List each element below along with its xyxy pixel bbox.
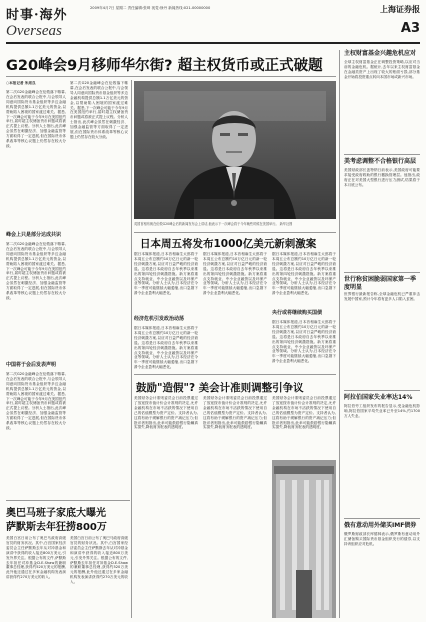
masthead-left — [6, 4, 68, 39]
right-body-1: 全球主权财富基金正在调整投资策略,以应对当前的金融危机。据统计,去年以来主权财富基金在金融类资产上出现了较大的账面亏损,部分基金开始将投资重点转向本国市场或新兴市场。 — [344, 60, 420, 79]
masthead-info: 2009年4月7日 星期二 责任编辑:张琦 视觉:徐丹 新闻热线:021-00000000 — [90, 6, 211, 10]
accounting-body-col1: 美国财务会计准则委员会日前投票通过了放宽按市值计价会计准则的决定,允许金融机构在市场不活跃的情况下使用自己的估值模型为资产定价。支持者认为,这将有助于缓解银行的资产减记压力;但批评者则指出,此举可能鼓励银行隐瞒真实损失,降低财务报表的透明度。 — [134, 396, 198, 430]
obama-headline: 奥巴马班子家底大曝光 — [6, 508, 106, 519]
right-body-4: 阿拉伯劳工组织发布的报告显示,受金融危机影响,阿拉伯国家平均失业率已升至14%,约1700万人失业。 — [344, 404, 420, 418]
accounting-headline: 鼓励"造假"? 美会计准则调整引争议 — [136, 382, 304, 394]
main-body-col1c: 第二次G20金融峰会在伦敦落下帷幕,在会后发表的联合公报中,与会领导人同意向国际货币基金组织等多边金融机构提供总额1.1万亿美元的资金,以帮助陷入困境的国家渡过难关。据悉,下一次峰会可能于今年9月在美国纽约举行,届时超主权储备货币问题或将被正式提上议程。分析人士指出,此次峰会虽然在刺激经济、加强金融监管等方面取得了一定进展,但在国际货币体系改革等核心议题上仍然存在较大分歧。 — [6, 372, 66, 430]
obama-body-col1: 美国白宫日前公布了奥巴马政府高级官员的财务状况。其中,白宫国家经济委员会主任萨默斯去年从对冲基金和演讲中获得的收入接近800万美元,引发外界关注。根据公布的文件,萨默斯去年担任对冲基金D.E.Shaw的兼职董事总经理,获得约520万美元的报酬,此外他还通过在多家金融机构发表演讲获得约270万美元的收入。 — [6, 536, 66, 580]
japan-body-col2: 据日本媒体报道,日本首相麻生太郎将于本周五公布总额约10万亿日元的新一轮经济刺激方案,以应对日益严峻的经济衰退。这将是日本政府自去年秋季以来推出的第四轮经济刺激措施。新方案将重点支持就业、中小企业融资以及环保产业等领域。分析人士认为,日本经济在今年一季度可能继续大幅萎缩,出口急剧下滑令企业盈利大幅恶化。 — [203, 252, 267, 296]
headline-rule — [6, 76, 336, 77]
page-number: A3 — [400, 21, 420, 36]
masthead — [6, 4, 420, 44]
right-head-3: 世行称贫困脆弱国家第一季度明显 — [344, 276, 417, 291]
right-rule-2 — [344, 272, 420, 273]
right-head-5: 俄有意动用外储买IMF债券 — [344, 522, 417, 529]
accounting-body-col2: 美国财务会计准则委员会日前投票通过了放宽按市值计价会计准则的决定,允许金融机构在市场不活跃的情况下使用自己的估值模型为资产定价。支持者认为,这将有助于缓解银行的资产减记压力;但批评者则指出,此举可能鼓励银行隐瞒真实损失,降低财务报表的透明度。 — [203, 396, 267, 430]
obama-body-col2: 美国白宫日前公布了奥巴马政府高级官员的财务状况。其中,白宫国家经济委员会主任萨默斯去年从对冲基金和演讲中获得的收入接近800万美元,引发外界关注。根据公布的文件,萨默斯去年担任对冲基金D.E.Shaw的兼职董事总经理,获得约520万美元的报酬,此外他还通过在多家金融机构发表演讲获得约270万美元的收入。 — [70, 536, 128, 585]
photo-building — [272, 460, 336, 618]
japan-rule — [134, 374, 336, 375]
photo-building-image — [272, 460, 336, 618]
section-title-en: Overseas — [6, 23, 62, 39]
japan-subhead-1: 经济危机引发政治动荡 — [134, 316, 185, 322]
right-body-3: 世界银行最新报告称,全球金融危机已严重冲击发展中国家,预计今年将有更多人口陷入贫困。 — [344, 292, 420, 301]
right-rule-4 — [344, 518, 420, 519]
divider-right — [339, 50, 340, 618]
main-body-col2: 第二次G20金融峰会在伦敦落下帷幕,在会后发表的联合公报中,与会领导人同意向国际货币基金组织等多边金融机构提供总额1.1万亿美元的资金,以帮助陷入困境的国家渡过难关。据悉,下一次峰会可能于今年9月在美国纽约举行,届时超主权储备货币问题或将被正式提上议程。分析人士指出,此次峰会虽然在刺激经济、加强金融监管等方面取得了一定进展,但在国际货币体系改革等核心议题上仍然存在较大分歧。 — [70, 81, 128, 139]
japan-headline: 日本周五将发布1000亿美元新刺激案 — [140, 238, 317, 250]
right-body-5: 俄罗斯财政部长库德林表示,俄罗斯有意动用外汇储备购买国际货币基金组织发行的债券,以支持该组织应对危机。 — [344, 532, 420, 546]
caption-rule — [134, 232, 336, 233]
right-head-1: 主权财富基金兴趣危机应对 — [344, 50, 417, 57]
paper-name: 上海证券报 — [380, 4, 420, 14]
right-body-2: 美国财政部长盖特纳日前表示,美国政府可能要求接受政府救助的银行撤换管理层。他指出,政府正在对美国大型银行进行压力测试,结果将于本月底公布。 — [344, 168, 420, 187]
obama-headline-2: 萨默斯去年狂捞800万 — [6, 522, 107, 533]
main-body-col1b: 第二次G20金融峰会在伦敦落下帷幕,在会后发表的联合公报中,与会领导人同意向国际货币基金组织等多边金融机构提供总额1.1万亿美元的资金,以帮助陷入困境的国家渡过难关。据悉,下一次峰会可能于今年9月在美国纽约举行,届时超主权储备货币问题或将被正式提上议程。分析人士指出,此次峰会虽然在刺激经济、加强金融监管等方面取得了一定进展,但在国际货币体系改革等核心议题上仍然存在较大分歧。 — [6, 242, 66, 300]
japan-body-col3: 据日本媒体报道,日本首相麻生太郎将于本周五公布总额约10万亿日元的新一轮经济刺激方案,以应对日益严峻的经济衰退。这将是日本政府自去年秋季以来推出的第四轮经济刺激措施。新方案将重点支持就业、中小企业融资以及环保产业等领域。分析人士认为,日本经济在今年一季度可能继续大幅萎缩,出口急剧下滑令企业盈利大幅恶化。 — [272, 252, 336, 296]
japan-body-col1b: 据日本媒体报道,日本首相麻生太郎将于本周五公布总额约10万亿日元的新一轮经济刺激方案,以应对日益严峻的经济衰退。这将是日本政府自去年秋季以来推出的第四轮经济刺激措施。新方案将重点支持就业、中小企业融资以及环保产业等领域。分析人士认为,日本经济在今年一季度可能继续大幅萎缩,出口急剧下滑令企业盈利大幅恶化。 — [134, 326, 198, 370]
main-headline: G20峰会9月移师华尔街? 超主权货币或正式破题 — [6, 58, 323, 74]
right-head-2: 美考虑调整不合格银行高层 — [344, 158, 417, 165]
japan-body-col3b: 据日本媒体报道,日本首相麻生太郎将于本周五公布总额约10万亿日元的新一轮经济刺激方案,以应对日益严峻的经济衰退。这将是日本政府自去年秋季以来推出的第四轮经济刺激措施。新方案将重点支持就业、中小企业融资以及环保产业等领域。分析人士认为,日本经济在今年一季度可能继续大幅萎缩,出口急剧下滑令企业盈利大幅恶化。 — [272, 320, 336, 364]
obama-rule — [6, 500, 130, 501]
japan-subhead-2: 央行或将继续购买国债 — [272, 310, 323, 316]
main-subhead-2: 中国将于会后发表声明 — [6, 362, 57, 368]
section-title: 时事·海外 — [6, 8, 68, 23]
main-body-col1: 第二次G20金融峰会在伦敦落下帷幕,在会后发表的联合公报中,与会领导人同意向国际货币基金组织等多边金融机构提供总额1.1万亿美元的资金,以帮助陷入困境的国家渡过难关。据悉,下一次峰会可能于今年9月在美国纽约举行,届时超主权储备货币问题或将被正式提上议程。分析人士指出,此次峰会虽然在刺激经济、加强金融监管等方面取得了一定进展,但在国际货币体系改革等核心议题上仍然存在较大分歧。 — [6, 90, 66, 148]
masthead-right — [380, 4, 420, 36]
accounting-body-col3: 美国财务会计准则委员会日前投票通过了放宽按市值计价会计准则的决定,允许金融机构在市场不活跃的情况下使用自己的估值模型为资产定价。支持者认为,这将有助于缓解银行的资产减记压力;但批评者则指出,此举可能鼓励银行隐瞒真实损失,降低财务报表的透明度。 — [272, 396, 336, 430]
photo-speaker — [134, 81, 336, 219]
right-rule-3 — [344, 390, 420, 391]
main-byline: ○本报记者 朱周良 — [6, 81, 36, 85]
divider-left — [131, 80, 132, 618]
photo-image — [134, 81, 336, 219]
japan-body-col1: 据日本媒体报道,日本首相麻生太郎将于本周五公布总额约10万亿日元的新一轮经济刺激方案,以应对日益严峻的经济衰退。这将是日本政府自去年秋季以来推出的第四轮经济刺激措施。新方案将重点支持就业、中小企业融资以及环保产业等领域。分析人士认为,日本经济在今年一季度可能继续大幅萎缩,出口急剧下滑令企业盈利大幅恶化。 — [134, 252, 198, 296]
right-head-4: 阿拉伯国家失业率达14% — [344, 394, 413, 401]
right-rule-1 — [344, 154, 420, 155]
photo-caption: 英国首相布朗在伦敦G20峰会后的新闻发布会上讲话,他表示下一次峰会将于今年晚些时候在美国举行。 新华社图 — [134, 222, 293, 226]
main-subhead-1: 峰会上只是部分达成共识 — [6, 232, 62, 238]
